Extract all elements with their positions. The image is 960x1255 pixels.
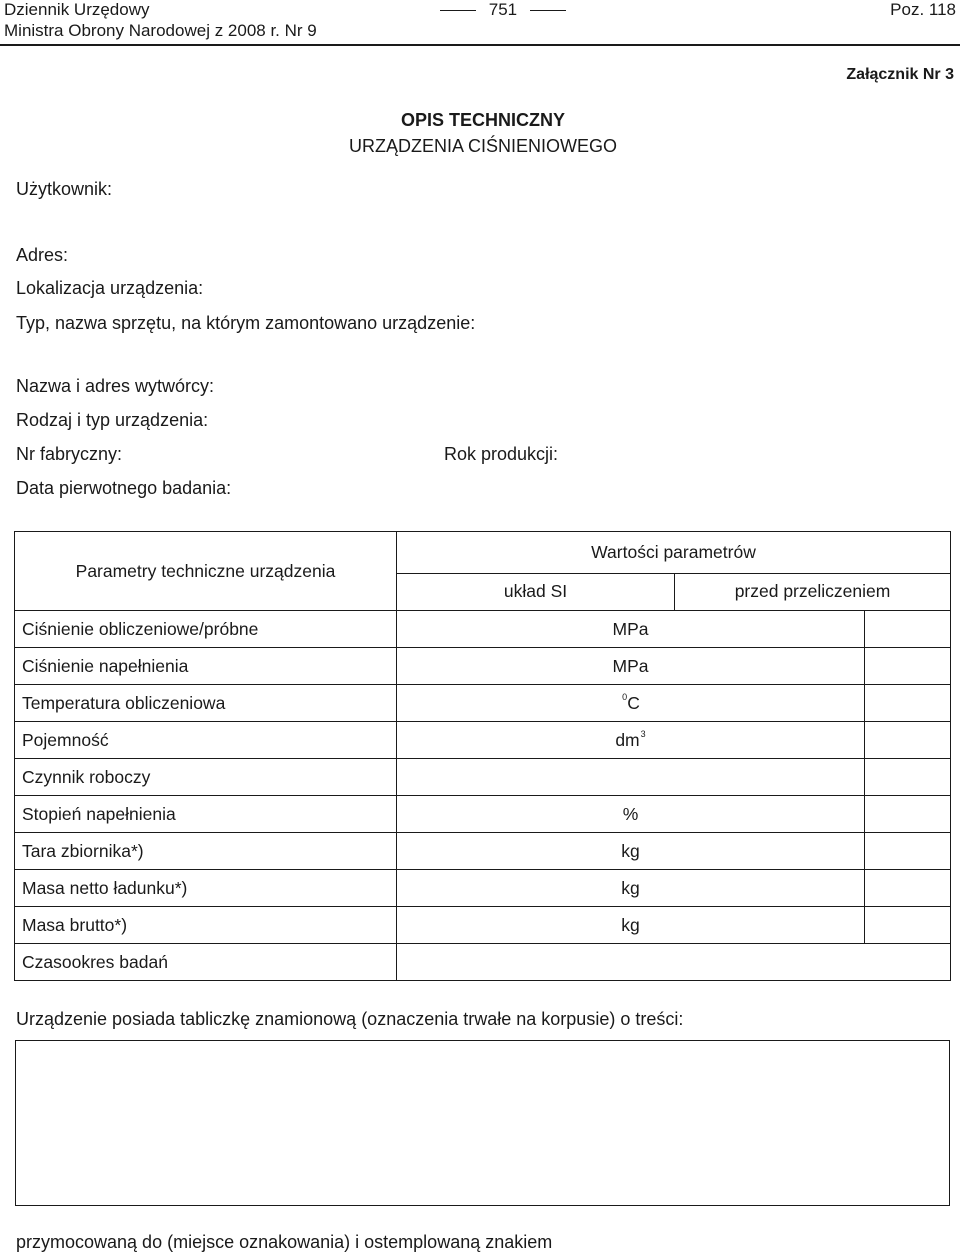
unit-text: MPa bbox=[612, 618, 649, 639]
header-rule bbox=[0, 44, 960, 46]
position-number: Poz. 118 bbox=[890, 0, 956, 19]
annex-label: Załącznik Nr 3 bbox=[846, 66, 954, 83]
row-label: Masa brutto*) bbox=[15, 907, 397, 944]
row-label: Czynnik roboczy bbox=[15, 759, 397, 796]
row-value-cell bbox=[865, 833, 951, 870]
publisher-line: Ministra Obrony Narodowej z 2008 r. Nr 9 bbox=[4, 21, 317, 40]
table-row bbox=[15, 759, 951, 796]
header-before: przed przeliczeniem bbox=[675, 573, 951, 610]
table-row bbox=[15, 648, 951, 685]
dash-right bbox=[530, 10, 566, 11]
row-value-cell bbox=[865, 685, 951, 722]
unit-text: dm bbox=[615, 730, 640, 750]
stamp-label: przymocowaną do (miejsce oznakowania) i ostemplowaną znakiem bbox=[16, 1232, 553, 1252]
table-row bbox=[15, 611, 951, 648]
unit-superscript: 3 bbox=[640, 729, 646, 739]
row-value-cell bbox=[865, 722, 951, 759]
field-manufacturer: Nazwa i adres wytwórcy: bbox=[16, 376, 215, 396]
row-unit bbox=[397, 759, 865, 796]
dash-left bbox=[440, 10, 476, 11]
field-address: Adres: bbox=[16, 245, 69, 265]
field-device-type: Rodzaj i typ urządzenia: bbox=[16, 410, 209, 430]
row-label: Czasookres badań bbox=[15, 944, 397, 981]
row-label: Temperatura obliczeniowa bbox=[15, 685, 397, 722]
row-label: Masa netto ładunku*) bbox=[15, 870, 397, 907]
row-label: Ciśnienie obliczeniowe/próbne bbox=[15, 611, 397, 648]
row-value-cell bbox=[865, 648, 951, 685]
header-params: Parametry techniczne urządzenia bbox=[15, 532, 397, 611]
field-first-test-date: Data pierwotnego badania: bbox=[16, 478, 232, 498]
row-label: Pojemność bbox=[15, 722, 397, 759]
row-unit bbox=[397, 685, 865, 722]
row-unit bbox=[397, 796, 865, 833]
table-row bbox=[15, 685, 951, 722]
table-row bbox=[15, 944, 951, 981]
unit-text: MPa bbox=[612, 655, 649, 676]
unit-text: kg bbox=[621, 914, 640, 935]
unit-text: C bbox=[627, 693, 640, 713]
table-header-row bbox=[15, 532, 951, 574]
page-number bbox=[440, 0, 566, 20]
journal-title: Dziennik Urzędowy bbox=[4, 0, 150, 19]
unit-superscript: 0 bbox=[622, 692, 628, 702]
parameters-table bbox=[14, 531, 951, 981]
row-unit bbox=[397, 722, 865, 759]
nameplate-label: Urządzenie posiada tabliczkę znamionową (oznaczenia trwałe na korpusie) o treści: bbox=[16, 1009, 684, 1029]
row-unit bbox=[397, 870, 865, 907]
table-row bbox=[15, 833, 951, 870]
field-user: Użytkownik: bbox=[16, 179, 113, 199]
row-value-cell bbox=[865, 907, 951, 944]
header-si: układ SI bbox=[397, 573, 675, 610]
row-value-cell bbox=[865, 759, 951, 796]
row-value-cell bbox=[865, 870, 951, 907]
row-label: Stopień napełnienia bbox=[15, 796, 397, 833]
document-subtitle: URZĄDZENIA CIŚNIENIOWEGO bbox=[348, 136, 618, 156]
table-row bbox=[15, 722, 951, 759]
table-row bbox=[15, 870, 951, 907]
row-unit bbox=[397, 648, 865, 685]
table-row bbox=[15, 796, 951, 833]
field-location: Lokalizacja urządzenia: bbox=[16, 278, 204, 298]
page-number-value: 751 bbox=[488, 0, 518, 19]
row-value-cell bbox=[865, 611, 951, 648]
row-label: Tara zbiornika*) bbox=[15, 833, 397, 870]
row-unit bbox=[397, 944, 951, 981]
row-unit bbox=[397, 907, 865, 944]
row-unit bbox=[397, 611, 865, 648]
header-values: Wartości parametrów bbox=[397, 532, 951, 574]
document-title: OPIS TECHNICZNY bbox=[400, 110, 565, 130]
unit-text: % bbox=[622, 803, 639, 824]
row-unit bbox=[397, 833, 865, 870]
unit-text: kg bbox=[621, 877, 640, 898]
row-value-cell bbox=[865, 796, 951, 833]
table-row bbox=[15, 907, 951, 944]
field-serial-number: Nr fabryczny: bbox=[16, 444, 123, 464]
unit-text: kg bbox=[621, 840, 640, 861]
field-equipment: Typ, nazwa sprzętu, na którym zamontowano urządzenie: bbox=[16, 313, 476, 333]
nameplate-box[interactable] bbox=[15, 1040, 950, 1206]
field-production-year: Rok produkcji: bbox=[444, 444, 559, 464]
row-label: Ciśnienie napełnienia bbox=[15, 648, 397, 685]
